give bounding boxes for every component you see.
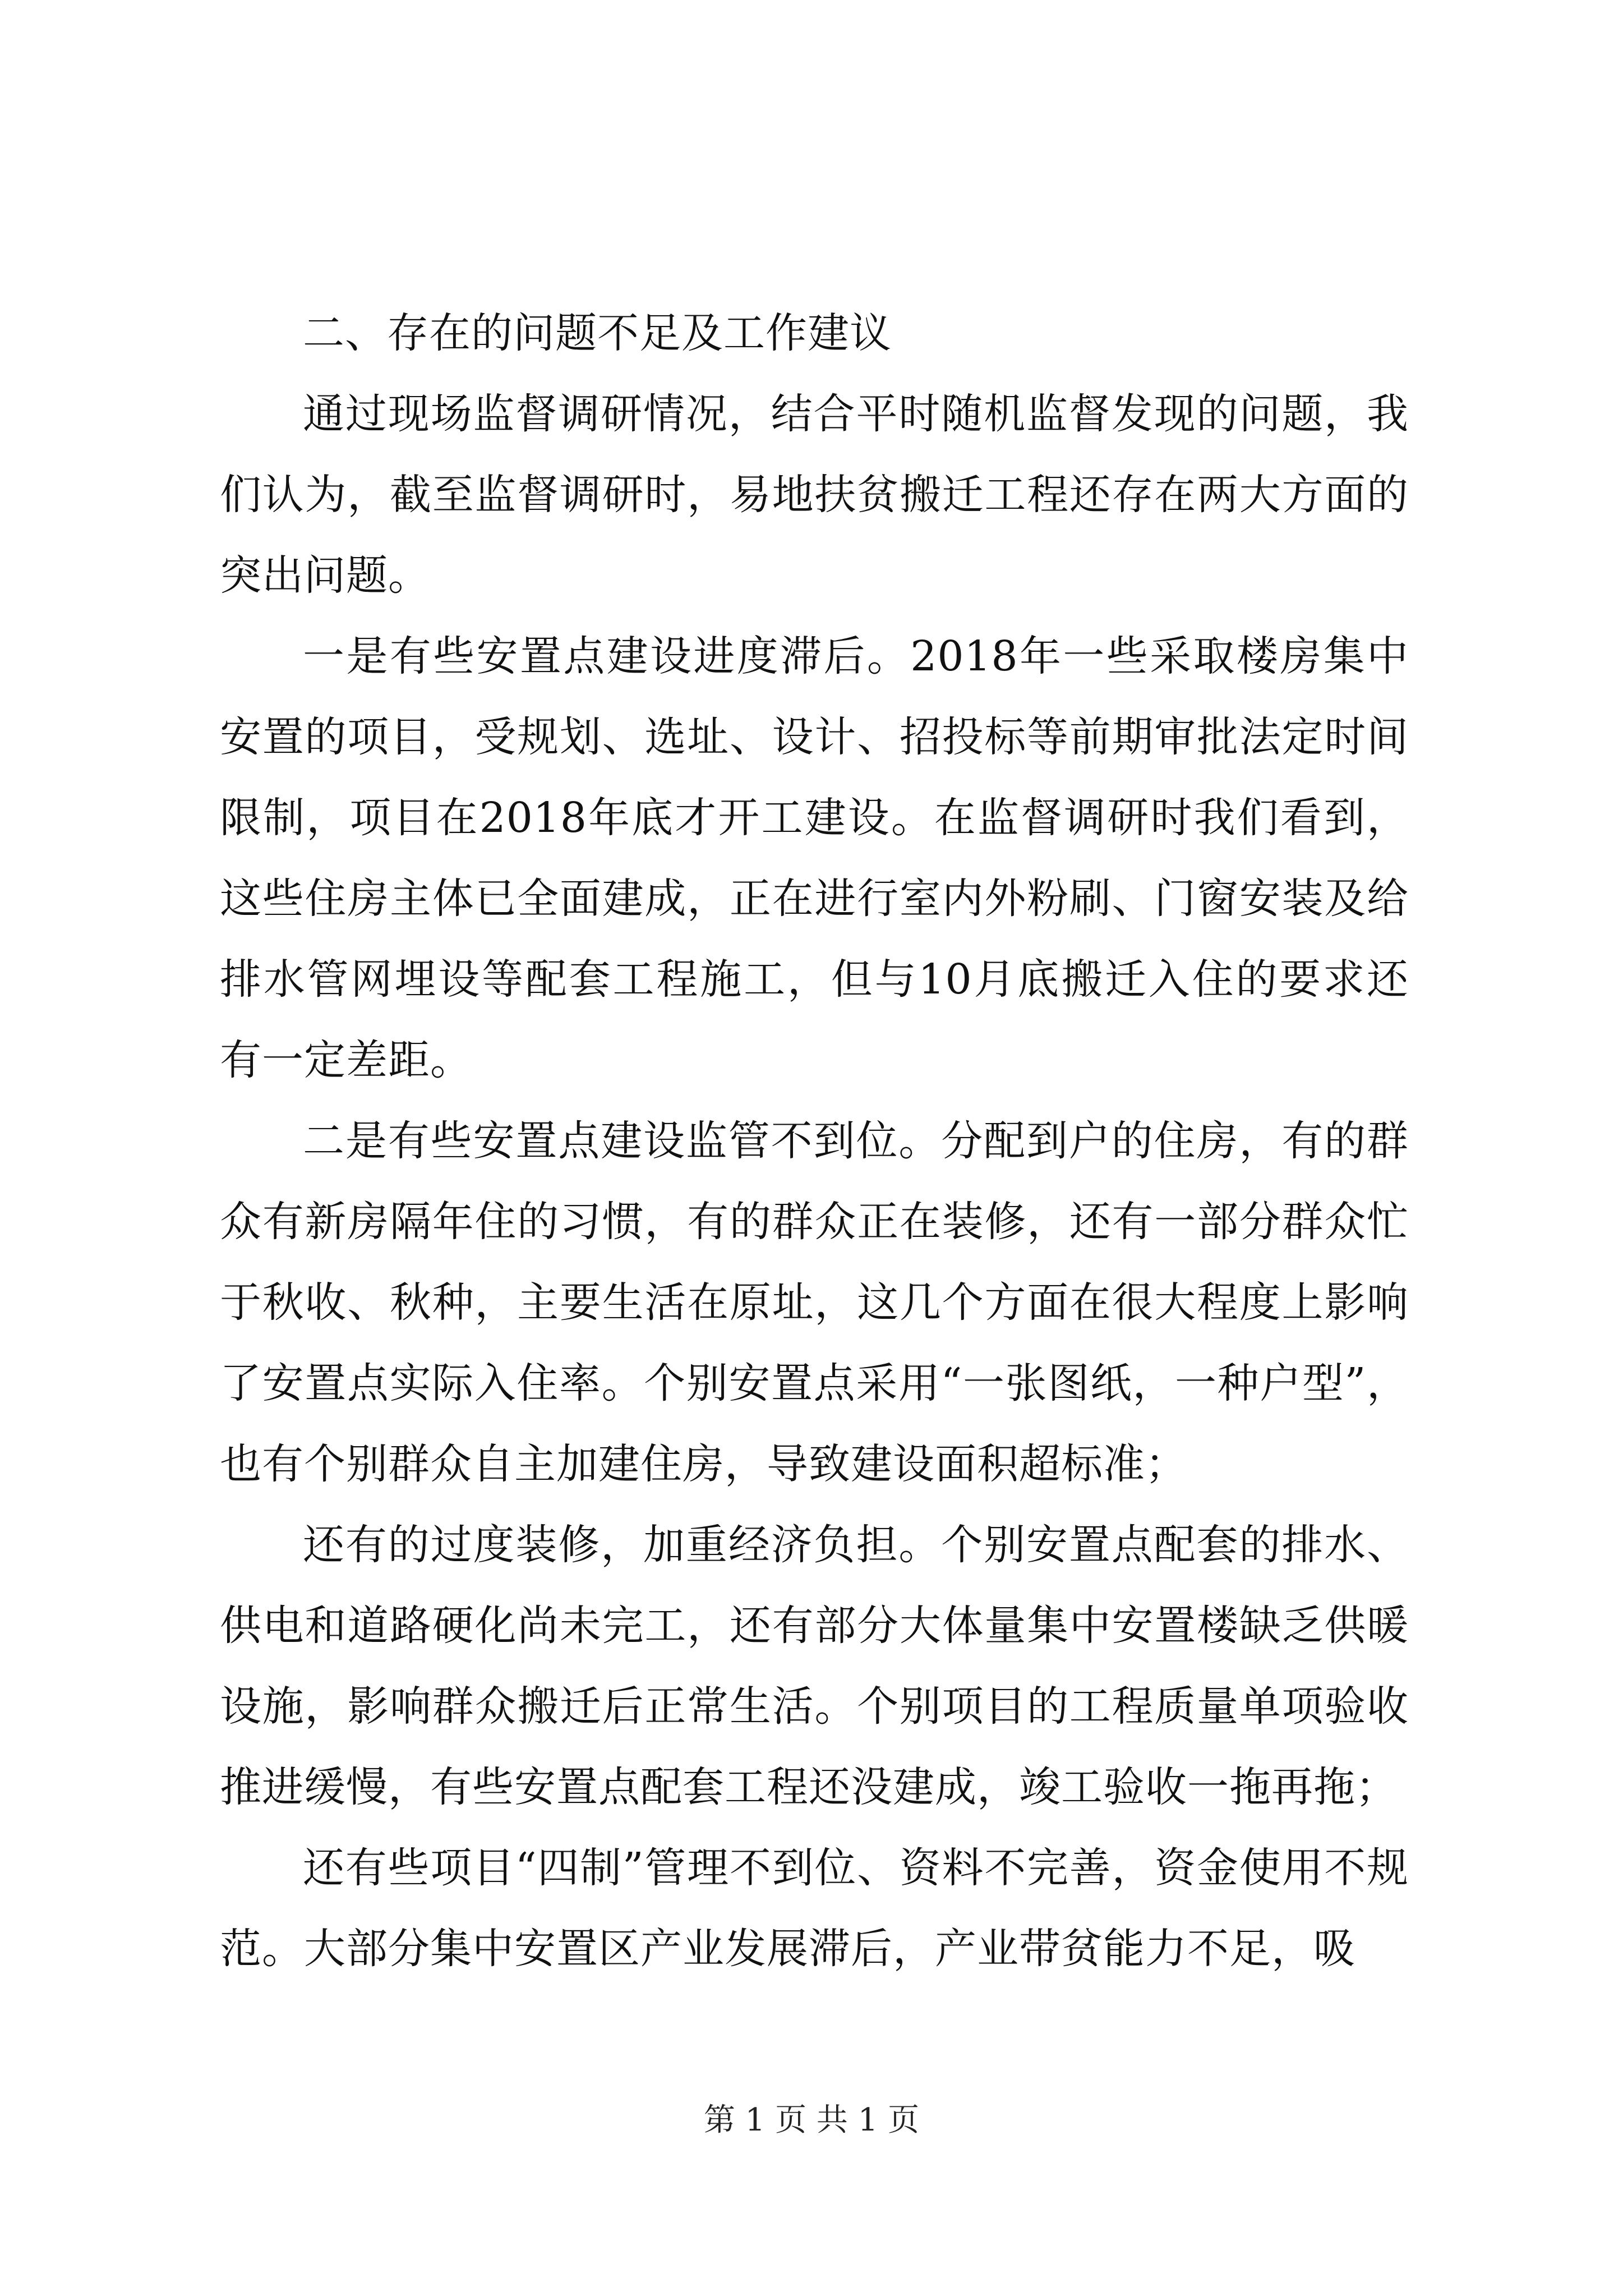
paragraph-decoration: 还有的过度装修，加重经济负担。个别安置点配套的排水、供电和道路硬化尚未完工，还有部分大体量集中安置楼缺乏供暖设施，影响群众搬迁后正常生活。个别项目的工程质量单项验收推进缓慢，有些安置点配套工程还没建成，竣工验收一拖再拖； xyxy=(220,1521,1409,1811)
paragraph-management: 还有些项目“四制”管理不到位、资料不完善，资金使用不规范。大部分集中安置区产业发展滞后，产业带贫能力不足，吸 xyxy=(220,1844,1409,1973)
paragraph-problem-one: 一是有些安置点建设进度滞后。2018年一些采取楼房集中安置的项目，受规划、选址、设计、招投标等前期审批法定时间限制，项目在2018年底才开工建设。在监督调研时我们看到，这些住房主体已全面建成，正在进行室内外粉刷、门窗安装及给排水管网埋设等配套工程施工，但与10月底搬迁入住的要求还有一定差距。 xyxy=(220,632,1409,1084)
document-body xyxy=(220,293,1409,1989)
paragraph-intro: 通过现场监督调研情况，结合平时随机监督发现的问题，我们认为，截至监督调研时，易地扶贫搬迁工程还存在两大方面的突出问题。 xyxy=(220,390,1409,600)
paragraph-problem-two: 二是有些安置点建设监管不到位。分配到户的住房，有的群众有新房隔年住的习惯，有的群众正在装修，还有一部分群众忙于秋收、秋种，主要生活在原址，这几个方面在很大程度上影响了安置点实际入住率。个别安置点采用“一张图纸，一种户型”，也有个别群众自主加建住房，导致建设面积超标准； xyxy=(220,1117,1409,1488)
section-heading: 二、存在的问题不足及工作建议 xyxy=(303,309,892,357)
page-footer: 第 1 页 共 1 页 xyxy=(703,2102,920,2138)
